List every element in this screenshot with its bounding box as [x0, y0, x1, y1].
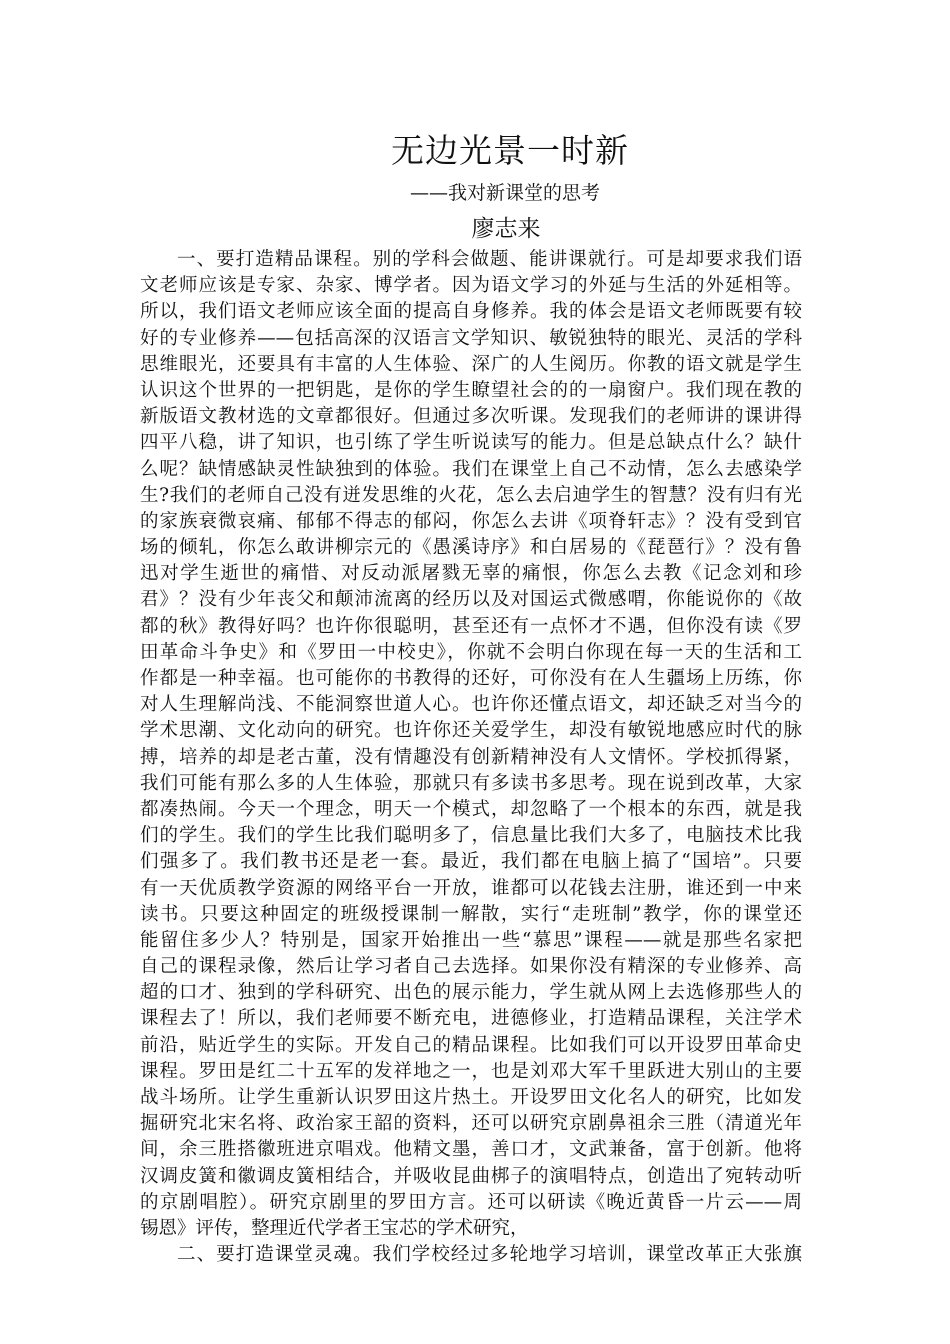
body-text [140, 247, 802, 1268]
text-line: 自己的课程录像，然后让学习者自己去选择。如果你没有精深的专业修养、高 [140, 956, 802, 978]
text-line: 田革命斗争史》和《罗田一中校史》，你就不会明白你现在每一天的生活和工 [140, 641, 802, 663]
text-line: 对人生理解尚浅、不能洞察世道人心。也许你还懂点语文，却还缺乏对当今的 [140, 694, 802, 716]
text-line: 们强多了。我们教书还是老一套。最近，我们都在电脑上搞了“国培”。只要 [140, 851, 802, 873]
text-line: 么呢？缺情感缺灵性缺独到的体验。我们在课堂上自己不动情，怎么去感染学 [140, 458, 802, 480]
text-line: 战斗场所。让学生重新认识罗田这片热土。开设罗田文化名人的研究，比如发 [140, 1087, 802, 1108]
text-line: 都的秋》教得好吗？也许你很聪明，甚至还有一点怀才不遇，但你没有读《罗 [140, 615, 802, 637]
text-line: 读书。只要这种固定的班级授课制一解散，实行“走班制”教学，你的课堂还 [140, 903, 802, 925]
text-line: 作都是一种幸福。也可能你的书教得的还好，可你没有在人生疆场上历练，你 [140, 668, 802, 689]
text-line: 前沿，贴近学生的实际。开发自己的精品课程。比如我们可以开设罗田革命史 [140, 1034, 802, 1056]
text-line: 学术思潮、文化动向的研究。也许你还关爱学生，却没有敏锐地感应时代的脉 [140, 720, 802, 742]
text-line: 文老师应该是专家、杂家、博学者。因为语文学习的外延与生活的外延相等。 [140, 275, 802, 297]
text-line: 课程。罗田是红二十五军的发祥地之一，也是刘邓大军千里跃进大别山的主要 [140, 1060, 802, 1082]
page-subtitle: ——我对新课堂的思考 [409, 182, 600, 204]
text-line: 有一天优质教学资源的网络平台一开放，谁都可以花钱去注册，谁还到一中来 [140, 877, 802, 899]
text-line: 汉调皮簧和徽调皮簧相结合，并吸收昆曲梆子的演唱特点，创造出了宛转动听 [140, 1165, 802, 1187]
text-line: 思维眼光，还要具有丰富的人生体验、深广的人生阅历。你教的语文就是学生 [140, 353, 802, 375]
text-line: 间，余三胜搭徽班进京唱戏。他精文墨，善口才，文武兼备，富于创新。他将 [140, 1139, 802, 1161]
text-line: 迅对学生逝世的痛惜、对反动派屠戮无辜的痛恨，你怎么去教《记念刘和珍 [140, 563, 802, 585]
text-line: 君》？没有少年丧父和颠沛流离的经历以及对国运式微感喟，你能说你的《故 [140, 589, 802, 611]
text-line: 掘研究北宋名将、政治家王韶的资料，还可以研究京剧鼻祖余三胜（清道光年 [140, 1113, 802, 1135]
text-line: 好的专业修养——包括高深的汉语言文学知识、敏锐独特的眼光、灵活的学科 [140, 327, 802, 349]
text-line: 的京剧唱腔）。研究京剧里的罗田方言。还可以研读《晚近黄昏一片云——周 [140, 1191, 802, 1213]
text-line: 认识这个世界的一把钥匙，是你的学生瞭望社会的的一扇窗户。我们现在教的 [140, 379, 802, 401]
text-line: 搏，培养的却是老古董，没有情趣没有创新精神没有人文情怀。学校抓得紧， [140, 746, 802, 768]
text-line: 场的倾轧，你怎么敢讲柳宗元的《愚溪诗序》和白居易的《琵琶行》？没有鲁 [140, 537, 802, 559]
text-line: 一、要打造精品课程。别的学科会做题、能讲课就行。可是却要求我们语 [177, 249, 802, 270]
text-line: 新版语文教材选的文章都很好。但通过多次听课。发现我们的老师讲的课讲得 [140, 406, 802, 428]
text-line: 的家族衰微哀痛、郁郁不得志的郁闷，你怎么去讲《项脊轩志》？没有受到官 [140, 510, 802, 532]
text-line: 二、要打造课堂灵魂。我们学校经过多轮地学习培训，课堂改革正大张旗 [177, 1244, 802, 1266]
page-title: 无边光景一时新 [391, 131, 629, 170]
text-line: 们的学生。我们的学生比我们聪明多了，信息量比我们大多了，电脑技术比我 [140, 825, 802, 847]
author-name: 廖志来 [471, 216, 541, 242]
text-line: 能留住多少人？特别是，国家开始推出一些“慕思”课程——就是那些名家把 [140, 929, 802, 951]
text-line: 课程去了！所以，我们老师要不断充电，进德修业，打造精品课程，关注学术 [140, 1008, 802, 1030]
text-line: 所以，我们语文老师应该全面的提高自身修养。我的体会是语文老师既要有较 [140, 301, 802, 323]
text-line: 锡恩》评传，整理近代学者王宝芯的学术研究， [140, 1217, 529, 1239]
text-line: 生?我们的老师自己没有迸发思维的火花，怎么去启迪学生的智慧？没有归有光 [140, 484, 802, 506]
text-line: 都凑热闹。今天一个理念，明天一个模式，却忽略了一个根本的东西，就是我 [140, 798, 802, 820]
text-line: 我们可能有那么多的人生体验，那就只有多读书多思考。现在说到改革，大家 [140, 772, 802, 794]
text-line: 四平八稳，讲了知识，也引练了学生听说读写的能力。但是总缺点什么？缺什 [140, 432, 802, 454]
text-line: 超的口才、独到的学科研究、出色的展示能力，学生就从网上去选修那些人的 [140, 982, 802, 1004]
